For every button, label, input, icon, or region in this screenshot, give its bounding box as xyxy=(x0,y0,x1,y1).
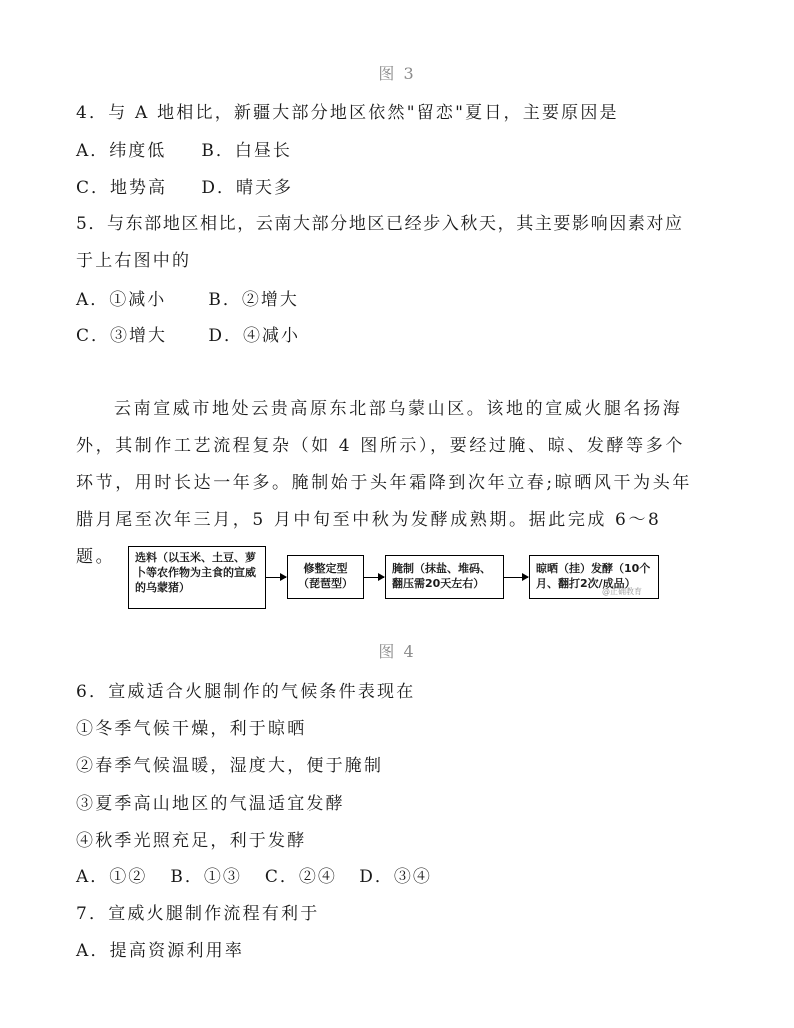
question-5-stem-line2: 于上右图中的 xyxy=(76,251,192,271)
q6-option-b: B．①③ xyxy=(170,867,242,887)
question-4-stem: 4．与 A 地相比，新疆大部分地区依然"留恋"夏日，主要原因是 xyxy=(76,103,619,123)
q6-statement-4: ④秋季光照充足，利于发酵 xyxy=(76,831,307,851)
flow-step-drying-fermentation: 晾晒（挂）发酵（10个月、翻打2次/成品） xyxy=(529,555,659,599)
q7-option-a: A．提高资源利用率 xyxy=(76,941,245,961)
q4-option-b: B．白昼长 xyxy=(201,141,292,161)
watermark: @正确教育 xyxy=(602,587,642,596)
question-4-options-row2 xyxy=(76,173,293,198)
q5-option-c: C．③增大 xyxy=(76,326,168,346)
q4-option-c: C．地势高 xyxy=(76,178,168,198)
flow-arrow-icon xyxy=(266,577,286,578)
q6-statement-3: ③夏季高山地区的气温适宜发酵 xyxy=(76,794,345,814)
q4-option-a: A．纬度低 xyxy=(76,141,167,161)
q6-option-a: A．①② xyxy=(76,867,148,887)
q5-option-b: B．②增大 xyxy=(208,290,299,310)
flow-step-curing: 腌制（抹盐、堆码、翻压需20天左右） xyxy=(385,555,504,599)
question-6-options xyxy=(76,862,432,887)
q6-statement-2: ②春季气候温暖，湿度大，便于腌制 xyxy=(76,756,384,776)
flow-step-select-materials: 选料（以玉米、土豆、萝卜等农作物为主食的宣威的乌蒙猪） xyxy=(128,546,266,609)
q4-option-d: D．晴天多 xyxy=(201,178,294,198)
question-7-stem: 7．宣威火腿制作流程有利于 xyxy=(76,904,320,924)
figure-3-caption: 图 3 xyxy=(378,64,416,83)
figure-4-caption: 图 4 xyxy=(378,642,416,661)
reading-passage: 云南宣威市地处云贵高原东北部乌蒙山区。该地的宣威火腿名扬海外，其制作工艺流程复杂（如 4 图所示），要经过腌、晾、发酵等多个环节，用时长达一年多。腌制始于头年霜降到次年立春;晾晒风干为头年腊月尾至次年三月，5 月中旬至中秋为发酵成熟期。据此完成 6～8 题。 xyxy=(76,399,692,567)
q6-option-c: C．②④ xyxy=(264,867,337,887)
q5-option-d: D．④减小 xyxy=(208,326,301,346)
question-5-stem-line1: 5．与东部地区相比，云南大部分地区已经步入秋天，其主要影响因素对应 xyxy=(76,214,684,234)
question-6-stem: 6．宣威适合火腿制作的气候条件表现在 xyxy=(76,682,416,702)
q6-option-d: D．③④ xyxy=(359,867,432,887)
question-5-options-row2 xyxy=(76,321,300,346)
flow-step-trim-shape: 修整定型（琵琶型） xyxy=(287,555,364,599)
question-5-options-row1 xyxy=(76,285,299,310)
question-4-options-row1 xyxy=(76,136,292,161)
flow-arrow-icon xyxy=(504,577,528,578)
q6-statement-1: ①冬季气候干燥，利于晾晒 xyxy=(76,719,307,739)
q5-option-a: A．①减小 xyxy=(76,290,167,310)
flow-arrow-icon xyxy=(364,577,384,578)
